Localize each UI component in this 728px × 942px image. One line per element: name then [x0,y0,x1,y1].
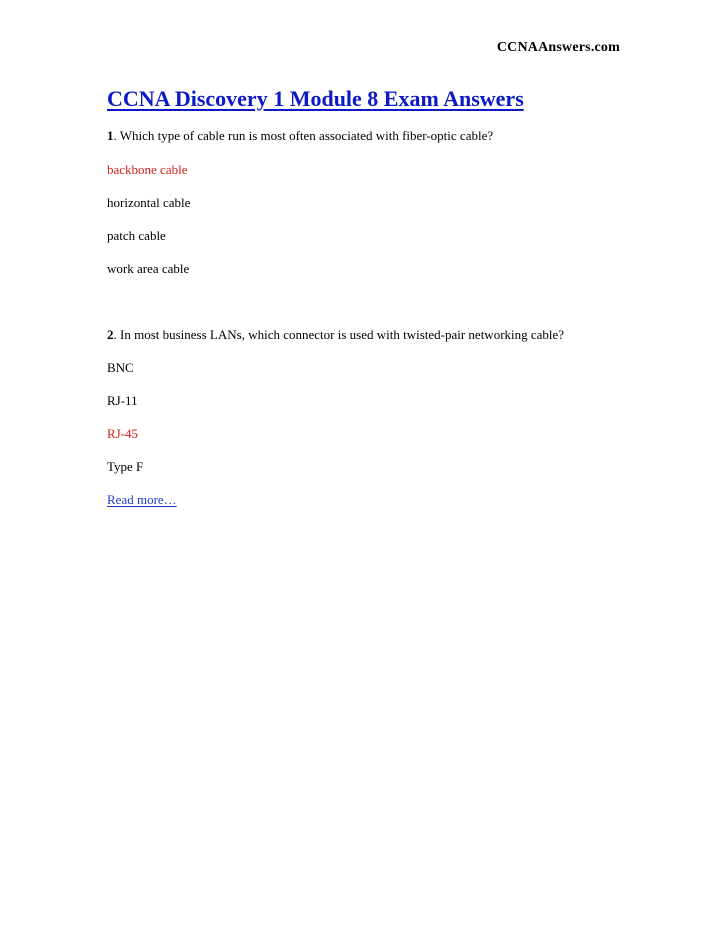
question-2-option-4: Type F [107,459,144,474]
question-2-option-1: BNC [107,360,134,375]
question-1-option-4: work area cable [107,261,190,276]
site-header: CCNAAnswers.com [496,40,620,55]
read-more-link[interactable]: Read more… [107,492,177,507]
question-1-option-2: horizontal cable [107,195,191,210]
question-2-option-3-correct: RJ-45 [107,426,139,441]
question-1 [107,128,493,144]
question-2-text: . In most business LANs, which connector is used with twisted-pair networking cable? [113,327,565,342]
question-2 [107,327,564,343]
question-1-option-1-correct: backbone cable [107,162,188,177]
question-2-option-2: RJ-11 [107,393,138,408]
page-title[interactable]: CCNA Discovery 1 Module 8 Exam Answers [107,86,524,111]
question-2-number: 2 [107,327,114,342]
question-1-text: . Which type of cable run is most often associated with fiber-optic cable? [113,128,494,143]
question-1-option-3: patch cable [107,228,166,243]
question-1-number: 1 [107,128,114,143]
